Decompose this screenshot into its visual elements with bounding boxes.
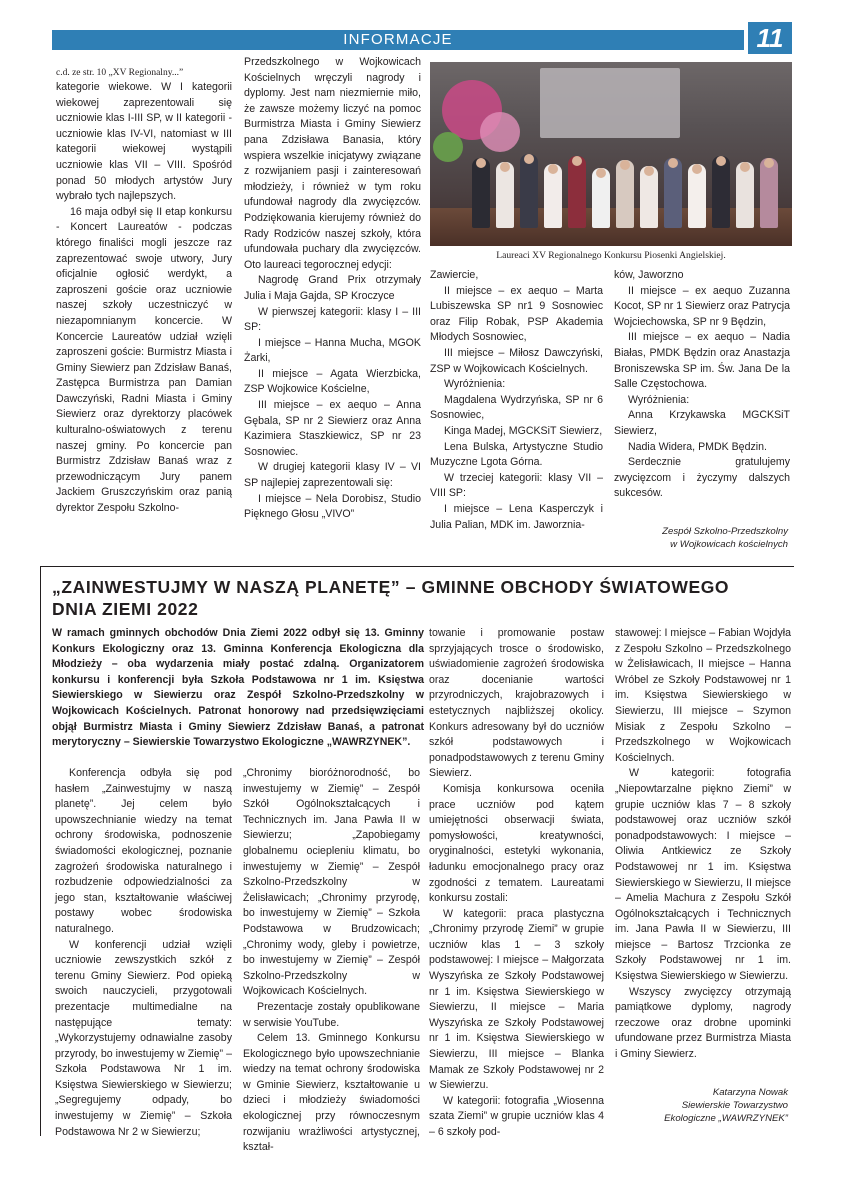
paragraph: W kategorii: fotografia „Wiosenna szata Ziemi” w grupie uczniów klas 4 – 6 szkoły pod- (429, 1094, 604, 1138)
article2-column-3 (429, 626, 604, 1141)
person-head (644, 166, 654, 176)
person (568, 156, 586, 228)
photo-caption: Laureaci XV Regionalnego Konkursu Piosenki Angielskiej. (496, 250, 726, 261)
article-left-rule (40, 566, 41, 1136)
section-header-bar (52, 30, 744, 50)
paragraph: W kategorii: praca plastyczna „Chronimy przyrodę Ziemi” w grupie uczniów klas 1 – 3 szkoły podstawowej: I miejsce – Małgorzata Wyszyńska ze Szkoły Podstawowej nr 1 im. Księstwa Siewierskiego w Siewierzu, II miejsce – Maria Wyszyńska ze Szkoły Podstawowej nr 1 im. Księstwa Siewierskiego w Siewierzu, III miejsce – Blanka Mamak ze Szkoły Podstawowej nr 2 w Siewierzu. (429, 907, 604, 1092)
paragraph: W kategorii: fotografia „Niepowtarzalne piękno Ziemi” w grupie uczniów klas 7 – 8 szkoły podstawowej oraz uczniów szkół ponadpodstawowych: I miejsce – Oliwia Antkiewicz ze Szkoły Podstawowej nr 1 im. Księstwa Siewierskiego w Siewierzu, II miejsce – Amelia Machura z Zespołu Szkół Ogólnokształcących i Technicznych im. Jana Pawła II w Siewierzu, III miejsce – Bartosz Trzcionka ze Szkoły Podstawowej nr 1 im. Księstwa Siewierskiego w Siewierzu. (615, 767, 791, 983)
signature-line: Katarzyna Nowak (712, 1087, 788, 1098)
paragraph: ków, Jaworzno (614, 269, 684, 281)
article1-column-3 (430, 268, 603, 533)
article1-signature (600, 525, 788, 551)
continuation-note: c.d. ze str. 10 „XV Regionalny...” (56, 68, 184, 78)
article2-title (52, 576, 792, 620)
paragraph: Konferencja odbyła się pod hasłem „Zainwestujmy w naszą planetę”. Jej celem było upowszechnianie wiedzy na temat ochrony środowiska, podnoszenie świadomości ekologicznej, poznanie zagrożeń środowiska naturalnego i rozbudzenie odpowiedzialności za jego stan, kształtowanie właściwej postawy wobec środowiska naturalnego. (55, 767, 232, 935)
laureates-photo (430, 62, 792, 246)
paragraph: W pierwszej kategorii: klasy I – III SP: (244, 305, 421, 334)
article2-lead: W ramach gminnych obchodów Dnia Ziemi 2022 odbył się 13. Gminny Konkurs Ekologiczny oraz 13. Gminna Konferencja Ekologiczna dla Młodzieży – oba wydarzenia miały postać zdalną. Organizatorem konkursu i konferencji była Szkoła Podstawowa nr 1 im. Księstwa Siewierskiego w Siewierzu oraz Zespół Szkolno-Przedszkolny w Wojkowicach Kościelnych. Patronat honorowy nad przedsięwzięciami objął Burmistrz Miasta i Gminy Siewierz Zdzisław Banaś, a patronat merytoryczny – Siewierskie Towarzystwo Ekologiczne „WAWRZYNEK”. (52, 627, 424, 749)
person (712, 156, 730, 228)
paragraph: W drugiej kategorii klasy IV – VI SP najlepiej zaprezentowali się: (244, 461, 421, 490)
article2-column-4 (615, 626, 791, 1063)
paragraph: Prezentacje zostały opublikowane w serwisie YouTube. (243, 1000, 420, 1029)
article1-column-2 (244, 55, 421, 523)
page-number: 11 (748, 22, 792, 54)
person (616, 160, 634, 228)
person-head (476, 158, 486, 168)
paragraph: Wyróżnienia: (628, 393, 690, 406)
paragraph: I miejsce – Nela Dorobisz, Studio Pięknego Głosu „VIVO” (244, 492, 421, 521)
decor-flower (480, 112, 520, 152)
signature-line: w Wojkowicach kościelnych (670, 539, 788, 550)
paragraph: W trzeciej kategorii: klasy VII – VIII SP: (430, 471, 603, 500)
person (664, 158, 682, 228)
paragraph: Kinga Madej, MGCKSiT Siewierz, (444, 424, 603, 437)
article-divider (40, 566, 794, 567)
decor-flower (433, 132, 463, 162)
paragraph: II miejsce – ex aequo Zuzanna Kocot, SP nr 1 Siewierz oraz Patrycja Wojciechowska, SP nr 9 Będzin, (614, 284, 790, 328)
paragraph: W konferencji udział wzięli uczniowie zewszystkich szkół z terenu Gminy Siewierz. Pod opieką swoich nauczycieli, przygotowali prezentacje multimedialne na następujące tematy: „Wykorzystujemy odnawialne zasoby przyrody, bo inwestujemy w Ziemię” – Szkoła Podstawowa Nr 1 im. Księstwa Siewierskiego w Siewierzu; „Segregujemy odpady, bo inwestujemy w Ziemię” – Szkoła Podstawowa Nr 2 w Siewierzu; (55, 938, 232, 1138)
paragraph: Przedszkolnego w Wojkowicach Kościelnych wręczyli nagrody i dyplomy. Jest nam niezmiernie miło, że zawsze możemy liczyć na pomoc Burmistrza Miasta i Gminy Siewierz pana Zdzisława Banasia, który wspiera wszelkie inicjatywy związane z rozwijaniem pasji i zainteresowań młodzieży, i również w tym roku ufundował nagrody dla zwycięzców. Podziękowania kierujemy również do Rady Rodziców naszej szkoły, która ufundowała puchary dla zwycięzców. Oto laureaci tegorocznej edycji: (244, 56, 421, 271)
paragraph: I miejsce – Lena Kasperczyk i Julia Palian, MDK im. Jaworznia- (430, 502, 603, 531)
person-head (740, 162, 750, 172)
person-head (548, 164, 558, 174)
person-head (716, 156, 726, 166)
person-head (524, 154, 534, 164)
paragraph: Nagrodę Grand Prix otrzymały Julia i Maja Gajda, SP Kroczyce (244, 274, 421, 302)
paragraph: Lena Bulska, Artystyczne Studio Muzyczne Lgota Górna. (430, 440, 603, 469)
paragraph: stawowej: I miejsce – Fabian Wojdyła z Zespołu Szkolno – Przedszkolnego w Żelisławicach, II miejsce – Hanna Wróbel ze Szkoły Podstawowej nr 1 im. Księstwa Siewierskiego w Siewierzu, III miejsce – Szymon Misiak z Zespołu Szkolno – Przedszkolnego w Wojkowicach Kościelnych. (615, 627, 791, 764)
paragraph: Celem 13. Gminnego Konkursu Ekologicznego było upowszechnianie wiedzy na temat ochrony środowiska w Gminie Siewierz, kształtowanie u dzieci i młodzieży świadomości ekologicznej przy równoczesnym rozwijaniu wrażliwości artystycznej, kształ- (243, 1032, 420, 1154)
paragraph: 16 maja odbył się II etap konkursu - Koncert Laureatów - podczas którego finaliści mogli jeszcze raz zaprezentować swoje utwory, Jury oficjalnie ogłosić werdykt, a zaproszeni goście oraz uczniowie naszej szkoły uczestniczyć w niezapomnianym koncercie. W Koncercie Laureatów udział wzięli zaproszeni goście: Burmistrz Miasta i Gminy Siewierz pan Zdzisław Banaś, Zastępca Burmistrza pan Damian Dawczyński, Radni Miasta i Gminy Siewierz oraz dyrektorzy placówek kulturalno-oświatowych z terenu naszej gminy. Po koncercie pan Burmistrz Zdzisław Banaś wraz z przewodniczącym Jury panem Jackiem Gruszczyńskim oraz panią dyrektor Zespołu Szkolno- (56, 205, 232, 515)
stage-screen (540, 68, 680, 138)
person-head (692, 164, 702, 174)
article2-signature (600, 1086, 788, 1125)
title-line: DNIA ZIEMI 2022 (52, 599, 199, 619)
article1-column-4 (614, 268, 790, 502)
paragraph: Anna Krzykawska MGCKSiT Siewierz, (614, 409, 790, 437)
person-head (500, 162, 510, 172)
paragraph: Zawiercie, (430, 269, 479, 281)
article2-column-2 (243, 766, 420, 1156)
person-head (572, 156, 582, 166)
paragraph: II miejsce – ex aequo – Marta Lubiszewska SP nr1 9 Sosnowiec oraz Filip Robak, PSP Akademia Młodych Sosnowiec, (430, 284, 603, 344)
paragraph: Magdalena Wydrzyńska, SP nr 6 Sosnowiec, (430, 393, 603, 422)
person-head (620, 160, 630, 170)
person-head (668, 158, 678, 168)
paragraph: Komisja konkursowa oceniła prace uczniów pod kątem umiejętności obserwacji świata, pomysłowości, kreatywności, oryginalności, estetyki wykonania, ładunku emocjonalnego pracy oraz zgodności z tematem. Laureatami konkursu zostali: (429, 782, 604, 905)
paragraph: Wyróżnienia: (444, 378, 506, 391)
signature-line: Ekologiczne „WAWRZYNEK” (664, 1113, 788, 1124)
paragraph: III miejsce – ex aequo – Nadia Białas, PMDK Będzin oraz Anastazja Broniszewska SP im. Św. Jana De la Salle Częstochowa. (614, 331, 790, 391)
paragraph: Serdecznie gratulujemy zwycięzcom i życzymy dalszych sukcesów. (614, 456, 790, 500)
person (472, 158, 490, 228)
person-head (596, 168, 606, 178)
person (760, 158, 778, 228)
paragraph: Wszyscy zwycięzcy otrzymają pamiątkowe dyplomy, nagrody rzeczowe oraz drobne upominki ufundowane przez Burmistrza Miasta i Gminy Siewierz. (615, 985, 791, 1061)
article2-column-1 (55, 766, 232, 1140)
person (520, 154, 538, 228)
paragraph: towanie i promowanie postaw sprzyjających trosce o środowisko, uświadomienie zagrożeń środowiska oraz docenianie wartości przyrodniczych, krajobrazowych i estetycznych najbliższej okolicy. Konkurs adresowany był do uczniów szkół podstawowych i ponadpodstawowych z terenu Gminy Siewierz. (429, 627, 604, 780)
paragraph: I miejsce – Hanna Mucha, MGOK Żarki, (244, 336, 421, 365)
section-title: INFORMACJE (343, 31, 453, 48)
signature-line: Zespół Szkolno-Przedszkolny (662, 526, 788, 537)
paragraph: Nadia Widera, PMDK Będzin. (628, 440, 767, 453)
person-head (764, 158, 774, 168)
signature-line: Siewierskie Towarzystwo (681, 1100, 788, 1111)
title-line: „ZAINWESTUJMY W NASZĄ PLANETĘ” – GMINNE OBCHODY ŚWIATOWEGO (52, 577, 730, 597)
article1-column-1 (56, 66, 232, 517)
paragraph: II miejsce – Agata Wierzbicka, ZSP Wojkowice Kościelne, (244, 367, 421, 396)
paragraph: III miejsce – Miłosz Dawczyński, ZSP w Wojkowicach Kościelnych. (430, 346, 603, 375)
paragraph: kategorie wiekowe. W I kategorii wiekowej zaprezentowali się uczniowie klas I-III SP, w II kategorii - uczniowie klas IV-VI, natomiast w III kategorii wiekowej wystąpili uczniowie klas VII – VIII. Spośród ponad 50 młodych artystów Jury wybrało tych najlepszych. (56, 81, 232, 203)
paragraph: „Chronimy bioróżnorodność, bo inwestujemy w Ziemię” – Zespół Szkół Ogólnokształcących i Technicznych im. Jana Pawła II w Siewierzu; „Zapobiegamy globalnemu ociepleniu klimatu, bo inwestujemy w Ziemię” – Zespół Szkolno-Przedszkolny w Żelisławicach; „Chronimy przyrodę, bo inwestujemy w Ziemię” – Szkoła Podstawowa w Brudzowicach; „Chronimy wody, gleby i powietrze, bo inwestujemy w Ziemię” – Zespół Szkolno-Przedszkolny w Wojkowicach Kościelnych. (243, 767, 420, 998)
paragraph: III miejsce – ex aequo – Anna Gębala, SP nr 2 Siewierz oraz Anna Kazimiera Staszkiewicz, SP nr 23 Sosnowiec. (244, 399, 421, 458)
